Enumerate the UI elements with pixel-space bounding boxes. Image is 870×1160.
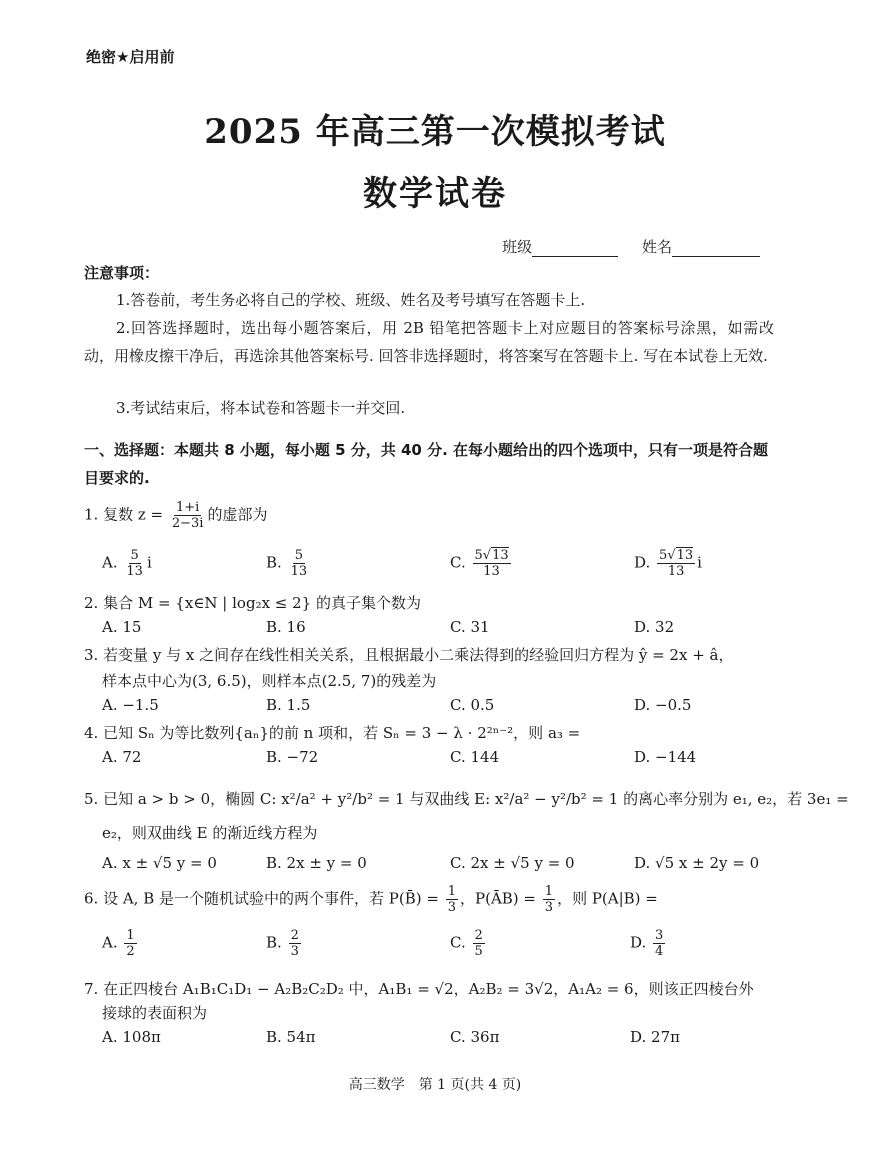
q6-f1-den: 3 [447, 900, 456, 915]
notice-item-2: 2.回答选择题时，选出每小题答案后，用 2B 铅笔把答题卡上对应题目的答案标号涂黑，如需改动，用橡皮擦干净后，再选涂其他答案标号. 回答非选择题时，将答案写在答题卡上. 写在本试卷上无效. [84, 319, 774, 365]
student-info-row [0, 236, 760, 257]
q1-a-den: 13 [126, 564, 143, 579]
q1-prefix: 1. 复数 z = [84, 505, 164, 524]
q6-a-num: 1 [126, 928, 135, 943]
q6-frac-1 [446, 884, 458, 915]
q3-option-c: C. 0.5 [450, 696, 495, 714]
q6-c-frac [473, 928, 485, 959]
question-7-line-1: 7. 在正四棱台 A₁B₁C₁D₁ − A₂B₂C₂D₂ 中，A₁B₁ = √2，A₂B₂ = 3√2，A₁A₂ = 6，则该正四棱台外 [84, 980, 754, 998]
q6-c-label: C. [450, 933, 466, 952]
q6-a-label: A. [102, 933, 118, 952]
q1-d-num: 5√13 [659, 548, 694, 563]
q5-option-a: A. x ± √5 y = 0 [102, 854, 217, 872]
exam-title: 2025 年高三第一次模拟考试 [204, 112, 666, 152]
q6-d-num: 3 [655, 928, 664, 943]
q1-b-den: 13 [290, 564, 308, 579]
question-1 [84, 500, 267, 531]
q6-stem-pre: 6. 设 A, B 是一个随机试验中的两个事件，若 P(B̄) = [84, 889, 439, 908]
q2-option-a: A. 15 [102, 618, 142, 636]
q5-option-b: B. 2x ± y = 0 [266, 854, 367, 872]
q6-stem-mid: ，P(ĀB) = [460, 889, 536, 908]
q6-b-frac [289, 928, 301, 959]
q1-d-tail: i [697, 553, 702, 572]
q1-d-num-pre: 5 [659, 548, 668, 563]
q6-c-num: 2 [474, 928, 483, 943]
question-5-line-1: 5. 已知 a > b > 0，椭圆 C: x²/a² + y²/b² = 1 与双曲线 E: x²/a² − y²/b² = 1 的离心率分别为 e₁, e₂，若 3e₁ = [84, 790, 849, 808]
q4-option-a: A. 72 [102, 748, 142, 766]
question-4: 4. 已知 Sₙ 为等比数列{aₙ}的前 n 项和，若 Sₙ = 3 − λ · 2²ⁿ⁻²，则 a₃ = [84, 724, 581, 742]
q1-fraction [170, 500, 206, 531]
q1-d-frac [657, 548, 695, 579]
q1-c-num-pre: 5 [474, 548, 483, 563]
q1-d-label: D. [634, 553, 651, 572]
q1-d-den: 13 [667, 564, 685, 579]
q6-a-frac [124, 928, 136, 959]
section-heading: 一、选择题：本题共 8 小题，每小题 5 分，共 40 分. 在每小题给出的四个选项中，只有一项是符合题目要求的. [84, 441, 769, 487]
q6-option-a [102, 928, 139, 959]
q6-d-den: 4 [655, 944, 664, 959]
q1-c-den: 13 [483, 564, 500, 579]
q1-suffix: 的虚部为 [207, 505, 268, 524]
q7-option-c: C. 36π [450, 1028, 500, 1046]
q5-option-d: D. √5 x ± 2y = 0 [634, 854, 760, 872]
q6-f2-den: 3 [544, 900, 554, 915]
q6-f2-num: 1 [544, 884, 554, 899]
q1-c-frac [473, 548, 511, 579]
q2-option-c: C. 31 [450, 618, 490, 636]
class-label: 班级 [502, 238, 533, 256]
q6-option-c [450, 928, 487, 959]
q1-b-num: 5 [294, 548, 303, 563]
q1-a-tail: i [146, 553, 152, 572]
q1-b-label: B. [266, 553, 282, 572]
q1-a-num: 5 [130, 548, 139, 563]
notice-heading: 注意事项： [84, 264, 160, 282]
q4-option-d: D. −144 [634, 748, 697, 766]
name-label: 姓名 [641, 238, 672, 256]
notice-item-1: 1.答卷前，考生务必将自己的学校、班级、姓名及考号填写在答题卡上. [116, 291, 586, 309]
question-2: 2. 集合 M = {x∈N | log₂x ≤ 2} 的真子集个数为 [84, 594, 421, 612]
question-5-line-2: e₂，则双曲线 E 的渐近线方程为 [102, 824, 318, 842]
q2-option-b: B. 16 [266, 618, 306, 636]
q1-option-a [102, 548, 152, 579]
q1-num: 1+i [176, 500, 200, 515]
q2-option-d: D. 32 [634, 618, 675, 636]
q6-option-d [630, 928, 667, 959]
q6-stem-post: ，则 P(A|B) = [557, 889, 658, 908]
q1-c-num: 5√13 [474, 548, 509, 563]
q1-a-frac [124, 548, 145, 579]
q6-d-label: D. [630, 933, 647, 952]
q6-b-den: 3 [290, 944, 299, 959]
question-6 [84, 884, 658, 915]
q6-b-num: 2 [290, 928, 299, 943]
q1-d-radicand: 13 [676, 548, 694, 563]
q7-option-a: A. 108π [102, 1028, 161, 1046]
q1-option-c [450, 548, 513, 579]
q6-option-b [266, 928, 303, 959]
q1-a-label: A. [102, 553, 118, 572]
q6-d-frac [653, 928, 665, 959]
q6-f1-num: 1 [447, 884, 456, 899]
q4-option-c: C. 144 [450, 748, 500, 766]
q5-option-c: C. 2x ± √5 y = 0 [450, 854, 575, 872]
q1-c-label: C. [450, 553, 466, 572]
q4-option-b: B. −72 [266, 748, 319, 766]
q1-den: 2−3i [171, 516, 204, 531]
q3-option-d: D. −0.5 [634, 696, 692, 714]
q7-option-d: D. 27π [630, 1028, 680, 1046]
question-3-line-1: 3. 若变量 y 与 x 之间存在线性相关关系，且根据最小二乘法得到的经验回归方程为 ŷ = 2x + â， [84, 646, 734, 664]
q1-option-d [634, 548, 702, 579]
q6-b-label: B. [266, 933, 282, 952]
question-3-line-2: 样本点中心为(3, 6.5)，则样本点(2.5, 7)的残差为 [102, 672, 437, 690]
q3-option-a: A. −1.5 [102, 696, 159, 714]
q1-c-radicand: 13 [492, 548, 509, 563]
q1-b-frac [289, 548, 310, 579]
page-footer: 高三数学 第 1 页(共 4 页) [348, 1077, 522, 1093]
q6-frac-2 [543, 884, 555, 915]
q6-a-den: 2 [126, 944, 135, 959]
notice-item-3: 3.考试结束后，将本试卷和答题卡一并交回. [116, 399, 406, 417]
name-blank [672, 242, 760, 257]
class-blank [532, 242, 618, 257]
question-7-line-2: 接球的表面积为 [102, 1004, 208, 1022]
exam-subtitle: 数学试卷 [363, 174, 507, 214]
q6-c-den: 5 [474, 944, 483, 959]
q7-option-b: B. 54π [266, 1028, 316, 1046]
q3-option-b: B. 1.5 [266, 696, 311, 714]
q1-option-b [266, 548, 311, 579]
confidential-label: 绝密★启用前 [86, 48, 175, 66]
